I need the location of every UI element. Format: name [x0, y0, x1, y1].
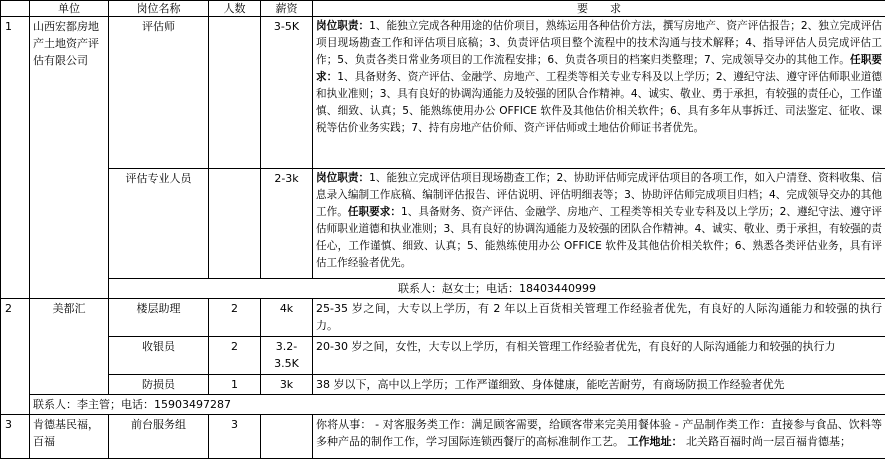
qualification-label: 任职要求：	[316, 54, 882, 83]
position-count: 3	[209, 415, 261, 459]
position-requirements	[313, 415, 885, 459]
duty-text: 1、能独立完成各种用途的估价项目，熟练运用各种估价方法，撰写房地产、资产评估报告；2、独立完成评估项目现场勘查工作和评估项目底稿；3、负责评估项目整个流程中的技术沟通与技术解释；4、指导评估人员完成评估工作；5、负责各类日常业务项目的工作流程安排；6、负责各项目的档案归类整理；7、完成领导交办的其他工作。	[316, 20, 882, 66]
position-count: 1	[209, 375, 261, 395]
table-row	[1, 17, 885, 169]
table-row	[1, 415, 885, 459]
contact-info: 联系人：赵女士；电话：18403440999	[109, 279, 885, 299]
row-index: 3	[1, 415, 30, 459]
header-company: 单位	[30, 1, 109, 17]
header-count: 人数	[209, 1, 261, 17]
position-salary: 3k	[261, 375, 313, 395]
position-count: 2	[209, 299, 261, 337]
header-requirements: 要 求	[313, 1, 885, 17]
contact-info: 联系人：李主管；电话：15903497287	[30, 395, 885, 415]
address-text: 北关路百福时尚一层百福肯德基；	[686, 435, 851, 448]
company-name: 肯德基民福，百福	[30, 415, 109, 459]
contact-row	[1, 395, 885, 415]
position-requirements: 20-30 岁之间，女性，大专以上学历，有相关管理工作经验者优先，有良好的人际沟通能力和较强的执行力	[313, 337, 885, 375]
duty-label: 岗位职责：	[316, 20, 369, 32]
company-name: 美都汇	[30, 299, 109, 395]
table-row	[1, 169, 885, 279]
position-name: 评估师	[109, 17, 209, 169]
position-name: 前台服务组	[109, 415, 209, 459]
position-count	[209, 17, 261, 169]
position-name: 评估专业人员	[109, 169, 209, 279]
position-name: 防损员	[109, 375, 209, 395]
row-index: 1	[1, 17, 30, 299]
header-salary: 薪资	[261, 1, 313, 17]
header-row	[1, 1, 885, 17]
table-row	[1, 337, 885, 375]
position-salary	[261, 415, 313, 459]
duty-text: 你将从事： - 对客服务类工作：满足顾客需要，给顾客带来完美用餐体验 - 产品制作类工作：直接参与食品、饮料等多种产品的制作工作，学习国际连锁西餐厅的高标准制作工艺。	[316, 418, 882, 448]
duty-label: 岗位职责：	[316, 172, 369, 184]
position-requirements: 25-35 岁之间，大专以上学历，有 2 年以上百货相关管理工作经验者优先，有良好的人际沟通能力和较强的执行力。	[313, 299, 885, 337]
duty-text: 1、能独立完成评估项目现场勘查工作；2、协助评估师完成评估项目的各项工作，如入户清登、资料收集、信息录入编制工作底稿、编制评估报告、评估说明、评估明细表等；3、协助评估师完成项目归档；4、完成领导交办的其他工作。	[316, 172, 882, 218]
position-salary: 4k	[261, 299, 313, 337]
position-name: 楼层助理	[109, 299, 209, 337]
position-name: 收银员	[109, 337, 209, 375]
qualification-label: 任职要求：	[348, 206, 401, 218]
address-label: 工作地址：	[628, 435, 683, 448]
position-count: 2	[209, 337, 261, 375]
contact-row	[1, 279, 885, 299]
header-position: 岗位名称	[109, 1, 209, 17]
position-requirements: 38 岁以下，高中以上学历；工作严谨细致、身体健康，能吃苦耐劳，有商场防损工作经验者优先	[313, 375, 885, 395]
position-salary: 3.2-3.5K	[261, 337, 313, 375]
position-salary: 2-3k	[261, 169, 313, 279]
position-count	[209, 169, 261, 279]
table-row	[1, 299, 885, 337]
position-salary: 3-5K	[261, 17, 313, 169]
company-name: 山西宏都房地产土地资产评估有限公司	[30, 17, 109, 299]
position-requirements	[313, 169, 885, 279]
qualification-text: 1、具备财务、资产评估、金融学、房地产、工程类等相关专业专科及以上学历；2、遵纪守法、遵守评估师职业道德和执业准则；3、具有良好的协调沟通能力及较强的团队合作精神。4、诚实、敬业、勇于承担，有较强的责任心，工作谨慎、细致、认真；5、能熟练使用办公 OFFICE 软件及其他估价相关软件；6、熟悉各类评估业务，具有评估工作经验者优先。	[316, 206, 882, 269]
position-requirements	[313, 17, 885, 169]
header-index	[1, 1, 30, 17]
table-row	[1, 375, 885, 395]
row-index: 2	[1, 299, 30, 415]
qualification-text: 1、具备财务、资产评估、金融学、房地产、工程类等相关专业专科及以上学历；2、遵纪守法、遵守评估师职业道德和执业准则；3、具有良好的协调沟通能力及较强的团队合作精神。4、诚实、敬业、勇于承担，有较强的责任心，工作谨慎、细致、认真；5、能熟练使用办公 OFFICE 软件及其他估价相关软件；6、具有多年从事拆迁、司法鉴定、征收、课税等估价业务实践；7、持有房地产估价师、资产评估师或土地估价师证书者优先。	[316, 71, 882, 134]
